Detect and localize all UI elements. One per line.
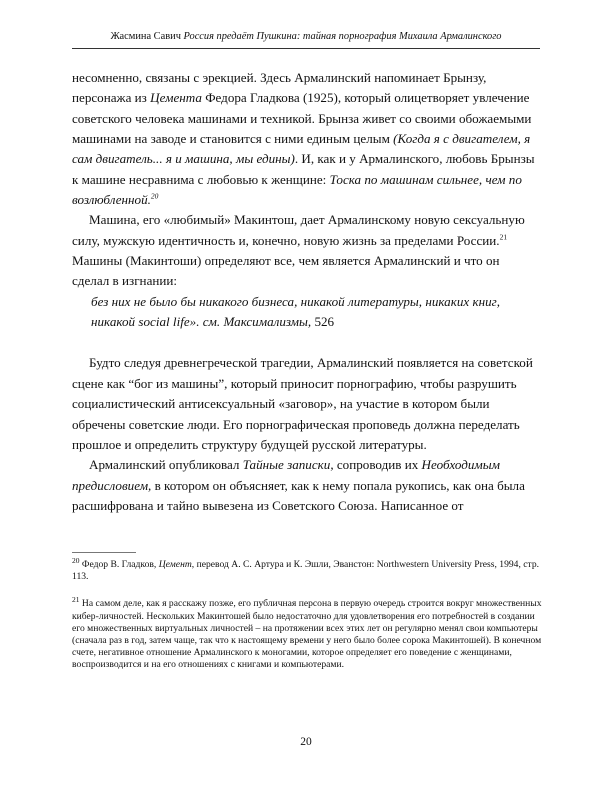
inline-quote: Тоска по машинам сильнее, чем по возлюбленной. bbox=[72, 171, 522, 208]
paragraph-4 bbox=[72, 455, 540, 516]
footnote-gap bbox=[72, 583, 542, 598]
footnote-20 bbox=[72, 555, 542, 583]
running-header bbox=[72, 30, 540, 43]
block-quote bbox=[72, 292, 540, 333]
footnote-number: 20 bbox=[72, 555, 80, 565]
text-run: в котором он объясняет, как к нему попала рукопись, как она была расшифрована и тайно вывезена из Советского Союза. Написанное от bbox=[72, 477, 525, 513]
header-title: Россия предаёт Пушкина: тайная порнография Михаила Армалинского bbox=[183, 31, 502, 42]
footnote-21 bbox=[72, 595, 542, 671]
quote-text: без них не было бы никакого бизнеса, никакой литературы, никаких книг, никакой social life». см. Максимализмы, bbox=[91, 293, 501, 330]
footnote-number: 21 bbox=[72, 595, 80, 605]
footnote-ref-21[interactable]: 21 bbox=[499, 232, 508, 242]
inline-quote: (Когда я с двигателем, я сам двигатель... я и машина, мы едины) bbox=[72, 131, 531, 167]
footnote-text: На самом деле, как я расскажу позже, его публичная персона в первую очередь строится вокруг множественных кибер-личностей. Нескольких Макинтошей было недостаточно для удовлетворения его потребностей в создании его множественных виртуальных личностей – на протяжении всех этих лет он регулярно менял свои компьютеры (сначала раз в год, затем чаще, так что к настоящему времени у него было более сорока Макинтошей). В конечном счете, негативное отношение Армалинского к моногамии, которое определяет его поведение с женщинами, воспроизводится и на его отношениях с книгами и компьютерами. bbox=[72, 598, 542, 671]
paragraph-1 bbox=[72, 68, 540, 210]
footnotes bbox=[72, 555, 542, 672]
text-run: Машины (Макинтоши) определяют все, чем является Армалинский и что он сделал в изгнании: bbox=[72, 253, 500, 289]
footnote-book-title: Цемент bbox=[158, 559, 192, 570]
book-title-preface: Необходимым предисловием, bbox=[72, 457, 500, 493]
book-title-cement: Цемента bbox=[150, 90, 202, 106]
paragraph-2 bbox=[72, 210, 540, 291]
text-run: несомненно, связаны с эрекцией. Здесь Армалинский напоминает Брынзу, персонажа из bbox=[72, 70, 487, 106]
footnote-ref-20[interactable]: 20 bbox=[150, 191, 159, 201]
text-run: Федора Гладкова (1925), который олицетворяет увлечение советского человека машинами и техникой. Брынза живет со своими обожаемыми машинами на заводе и становится с ними единым целым bbox=[72, 90, 532, 147]
quote-page: 526 bbox=[311, 314, 335, 330]
page-number: 20 bbox=[300, 736, 312, 748]
footnote-rule bbox=[72, 552, 136, 553]
body-text bbox=[72, 68, 540, 516]
section-spacer bbox=[72, 332, 540, 353]
paragraph-3: Будто следуя древнегреческой трагедии, Армалинский появляется на советской сцене как “бог из машины”, который приносит порнографию, чтобы разрушить социалистический антисексуальный «заговор», на участие в котором были обречены советские люди. Его порнографическая проповедь должна переделать прошлое и определить структуру будущей русской литературы. bbox=[72, 355, 533, 452]
footnote-text: , перевод А. С. Артура и К. Эшли, Эванстон: Northwestern University Press, 1994, стр. 113. bbox=[72, 559, 540, 583]
text-run: Армалинский опубликовал bbox=[89, 457, 243, 473]
text-run: . И, как и у Армалинского, любовь Брынзы к машине несравнима с любовью к женщине: bbox=[72, 151, 535, 187]
header-rule bbox=[72, 48, 540, 49]
header-author: Жасмина Савич bbox=[110, 31, 181, 42]
text-run: Машина, его «любимый» Макинтош, дает Армалинскому новую сексуальную силу, мужскую идентичность и, конечно, новую жизнь за пределами России. bbox=[72, 212, 525, 248]
footnote-text: Федор В. Гладков, bbox=[79, 559, 159, 570]
book-title-secret-notes: Тайные записки, bbox=[242, 457, 334, 473]
text-run: сопроводив их bbox=[333, 457, 422, 473]
